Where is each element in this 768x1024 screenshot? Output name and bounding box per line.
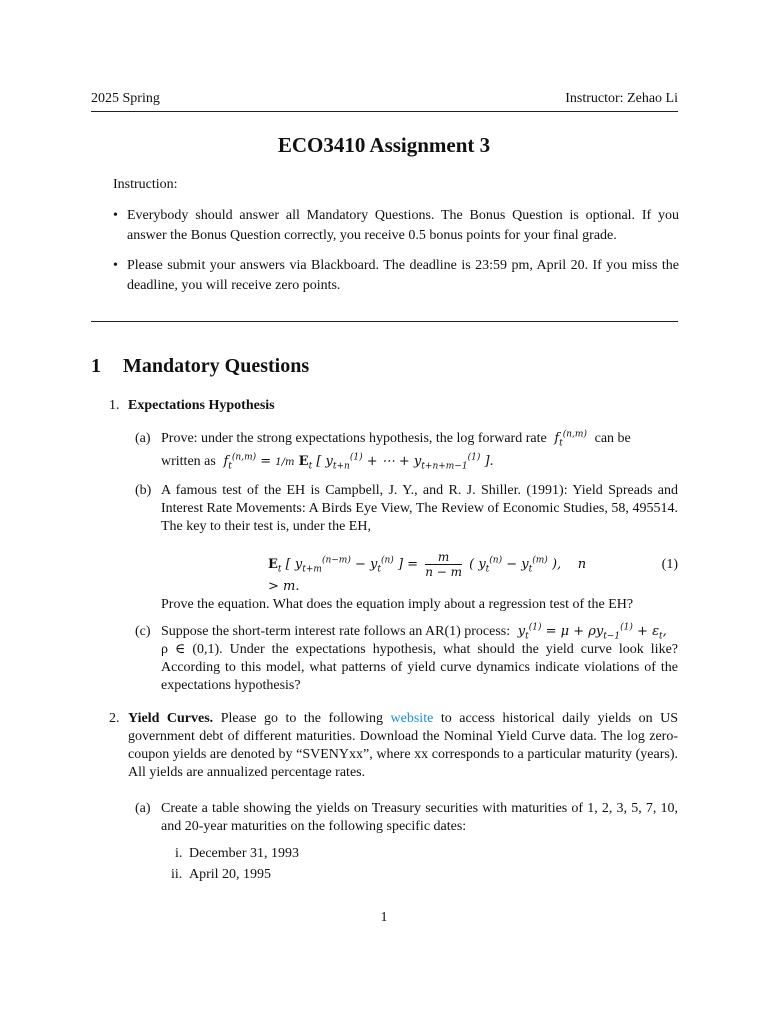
equation-1: $E_t$ [ $y_{t+m}^{(n-m)} - y_t^{(n)}$ ] = $\frac{m}{n - m}$ ( $y_t^{(n)} - y_t^{(m)}$ ), n > m. — [268, 550, 587, 594]
bullet-marker: • — [113, 208, 118, 223]
subquestion-a-text: Prove: under the strong expectations hypothesis, the log forward rate — [161, 431, 547, 446]
subquestion-b-followup: Prove the equation. What does the equation imply about a regression test of the EH? — [161, 597, 634, 612]
instruction-label: Instruction: — [113, 177, 178, 192]
header-term: 2025 Spring — [91, 91, 160, 106]
equation-condition: n > m. — [268, 557, 587, 594]
subquestion-2a-text: Create a table showing the yields on Treasury securities with maturities of 1, 2, 3, 5, 7, 10, and 20-year maturities on the following specific dates: — [161, 801, 678, 834]
subquestion-a-line2 — [161, 453, 678, 472]
bullet-text: Please submit your answers via Blackboard. The deadline is 23:59 pm, April 20. If you miss the deadline, you will receive zero points. — [127, 258, 679, 293]
instruction-bullet — [113, 206, 679, 246]
question-2-text-cont: to access historical daily yields on US government debt of different maturities. Download the Nominal Yield Curve data. The log zero-coupon yields are denoted by “SVENYxx”, where xx corresponds to a particular maturity (years). All yields are annualized percentage rates. — [128, 711, 679, 780]
list-item: April 20, 1995 — [189, 867, 272, 882]
subquestion-label: (a) — [135, 431, 151, 446]
list-item: December 31, 1993 — [189, 846, 300, 861]
subquestion-a-text-end: can be — [594, 431, 631, 446]
equation-fraction: $\frac{m}{n - m}$ — [425, 550, 462, 579]
question-title: Yield Curves. — [128, 711, 214, 726]
ar1-formula: $y_t^{(1)} = \mu + \rho y_{t-1}^{(1)} + \varepsilon_t$, — [513, 622, 667, 642]
question-number: 2. — [109, 711, 120, 726]
section-title: Mandatory Questions — [123, 355, 310, 377]
question-title: Expectations Hypothesis — [128, 398, 275, 413]
subquestion-a-written-as: written as — [161, 454, 216, 469]
page-header — [91, 91, 678, 111]
subquestion-c-text: Suppose the short-term interest rate follows an AR(1) process: — [161, 624, 511, 639]
subquestion-label: (c) — [135, 624, 151, 639]
bullet-text: Everybody should answer all Mandatory Questions. The Bonus Question is optional. If you answer the Bonus Question correctly, you receive 0.5 bonus points for your final grade. — [127, 208, 679, 243]
forward-rate-formula: $f_t^{(n,m)} = 1/m$ $E_t$ [ $y_{t+n}^{(1)}$ + ⋯ + $y_{t+n+m-1}^{(1)}$ ]. — [219, 452, 494, 472]
header-instructor: Instructor: Zehao Li — [565, 91, 678, 106]
equation-number: (1) — [661, 557, 678, 572]
subquestion-c-text-rest: ρ ∈ (0,1). Under the expectations hypothesis, what should the yield curve look like? According to this model, what patterns of yield curve dynamics indicate violations of the expectations hypothesis? — [161, 642, 678, 693]
header-divider — [91, 111, 678, 112]
subquestion-a-line1 — [161, 430, 678, 448]
list-item-label: ii. — [171, 867, 183, 882]
list-item-label: i. — [175, 846, 183, 861]
section-heading — [91, 355, 309, 378]
subquestion-c-line1 — [161, 623, 678, 641]
website-link[interactable]: website — [390, 711, 434, 726]
question-2-text: Please go to the following — [220, 711, 383, 726]
question-2-body — [128, 710, 678, 782]
instruction-bullet — [113, 256, 679, 296]
subquestion-b-text: A famous test of the EH is Campbell, J. Y., and R. J. Shiller. (1991): Yield Spreads and Interest Rate Movements: A Birds Eye View, The Review of Economic Studies, 58, 495514. The key to their test is, under the EH, — [161, 483, 678, 534]
subquestion-label: (b) — [135, 483, 152, 498]
section-number: 1 — [91, 355, 101, 377]
section-divider — [91, 321, 678, 322]
question-number: 1. — [109, 398, 120, 413]
page-number: 1 — [380, 910, 388, 925]
document-title: ECO3410 Assignment 3 — [277, 133, 491, 157]
forward-rate-symbol: $f_t^{(n,m)}$ — [550, 429, 587, 449]
bullet-marker: • — [113, 258, 118, 273]
subquestion-label: (a) — [135, 801, 151, 816]
